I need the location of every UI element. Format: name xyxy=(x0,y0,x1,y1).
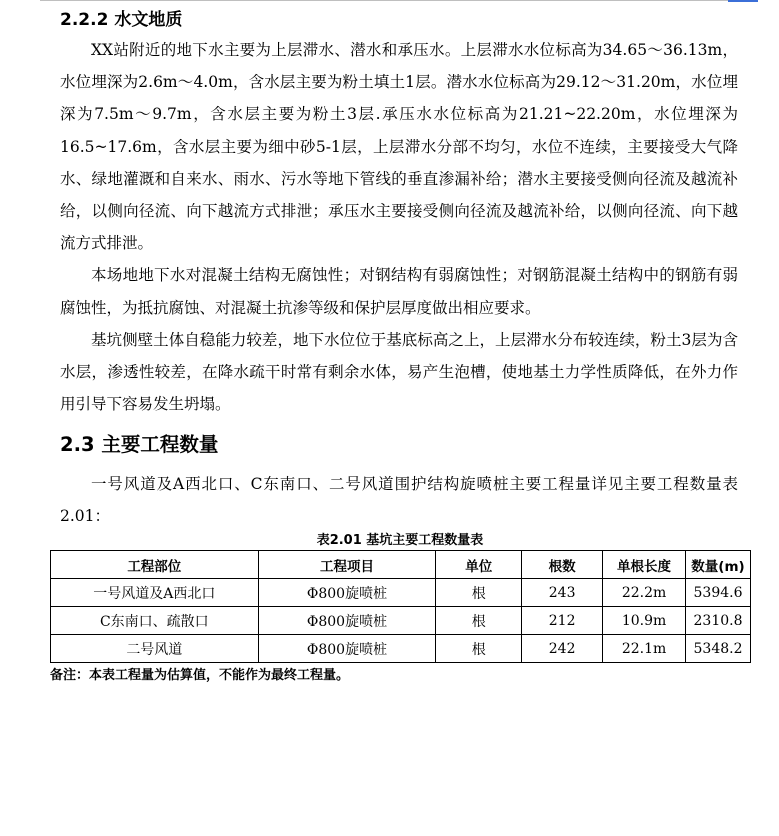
header-cell-item: 工程项目 xyxy=(258,551,436,579)
header-cell-quantity: 数量(m) xyxy=(686,551,751,579)
cell-count: 243 xyxy=(522,579,603,607)
cell-quantity: 2310.8 xyxy=(686,607,751,635)
header-cell-count: 根数 xyxy=(522,551,603,579)
table-row xyxy=(51,635,751,663)
cell-item: Φ800旋喷桩 xyxy=(258,607,436,635)
cell-item: Φ800旋喷桩 xyxy=(258,635,436,663)
paragraph-quantity-intro: 一号风道及A西北口、C东南口、二号风道围护结构旋喷桩主要工程量详见主要工程数量表2.01： xyxy=(60,475,738,526)
cell-count: 242 xyxy=(522,635,603,663)
cell-unit: 根 xyxy=(436,635,522,663)
cell-quantity: 5348.2 xyxy=(686,635,751,663)
document-page xyxy=(50,4,745,685)
header-rule xyxy=(40,0,740,1)
cell-quantity: 5394.6 xyxy=(686,579,751,607)
table-row xyxy=(51,607,751,635)
header-cell-unit: 单位 xyxy=(436,551,522,579)
cell-count: 212 xyxy=(522,607,603,635)
section-heading-2-3: 2.3 主要工程数量 xyxy=(60,433,219,457)
cell-length: 22.2m xyxy=(603,579,686,607)
quantity-table xyxy=(50,550,751,663)
cell-item: Φ800旋喷桩 xyxy=(258,579,436,607)
header-cell-length: 单根长度 xyxy=(603,551,686,579)
cell-location: C东南口、疏散口 xyxy=(51,607,259,635)
header-rule-accent xyxy=(728,0,758,2)
cell-location: 二号风道 xyxy=(51,635,259,663)
paragraph-corrosion: 本场地地下水对混凝土结构无腐蚀性；对钢结构有弱腐蚀性；对钢筋混凝土结构中的钢筋有弱腐蚀性，为抵抗腐蚀、对混凝土抗渗等级和保护层厚度做出相应要求。 xyxy=(60,266,738,317)
table-note: 备注：本表工程量为估算值，不能作为最终工程量。 xyxy=(50,668,350,684)
table-header-row xyxy=(51,551,751,579)
cell-unit: 根 xyxy=(436,607,522,635)
section-heading-2-2-2: 2.2.2 水文地质 xyxy=(60,10,183,30)
table-row xyxy=(51,579,751,607)
paragraph-pit-stability: 基坑侧壁土体自稳能力较差，地下水位位于基底标高之上，上层滞水分布较连续，粉土3层为含水层，渗透性较差，在降水疏干时常有剩余水体，易产生泡槽，使地基土力学性质降低，在外力作用引导下容易发生坍塌。 xyxy=(60,330,738,414)
header-cell-location: 工程部位 xyxy=(51,551,259,579)
cell-location: 一号风道及A西北口 xyxy=(51,579,259,607)
cell-length: 22.1m xyxy=(603,635,686,663)
table-caption: 表2.01 基坑主要工程数量表 xyxy=(316,533,484,549)
paragraph-groundwater: XX站附近的地下水主要为上层滞水、潜水和承压水。上层滞水水位标高为34.65～36.13m，水位埋深为2.6m～4.0m，含水层主要为粉土填土1层。潜水水位标高为29.12～31.20m，水位埋深为7.5m～9.7m，含水层主要为粉土3层.承压水水位标高为21.21~22.20m，水位埋深为16.5~17.6m，含水层主要为细中砂5-1层，上层滞水分部不均匀，水位不连续，主要接受大气降水、绿地灌溉和自来水、雨水、污水等地下管线的垂直渗漏补给；潜水主要接受侧向径流及越流补给，以侧向径流、向下越流方式排泄；承压水主要接受侧向径流及越流补给，以侧向径流、向下越流方式排泄。 xyxy=(60,41,738,253)
cell-length: 10.9m xyxy=(603,607,686,635)
cell-unit: 根 xyxy=(436,579,522,607)
